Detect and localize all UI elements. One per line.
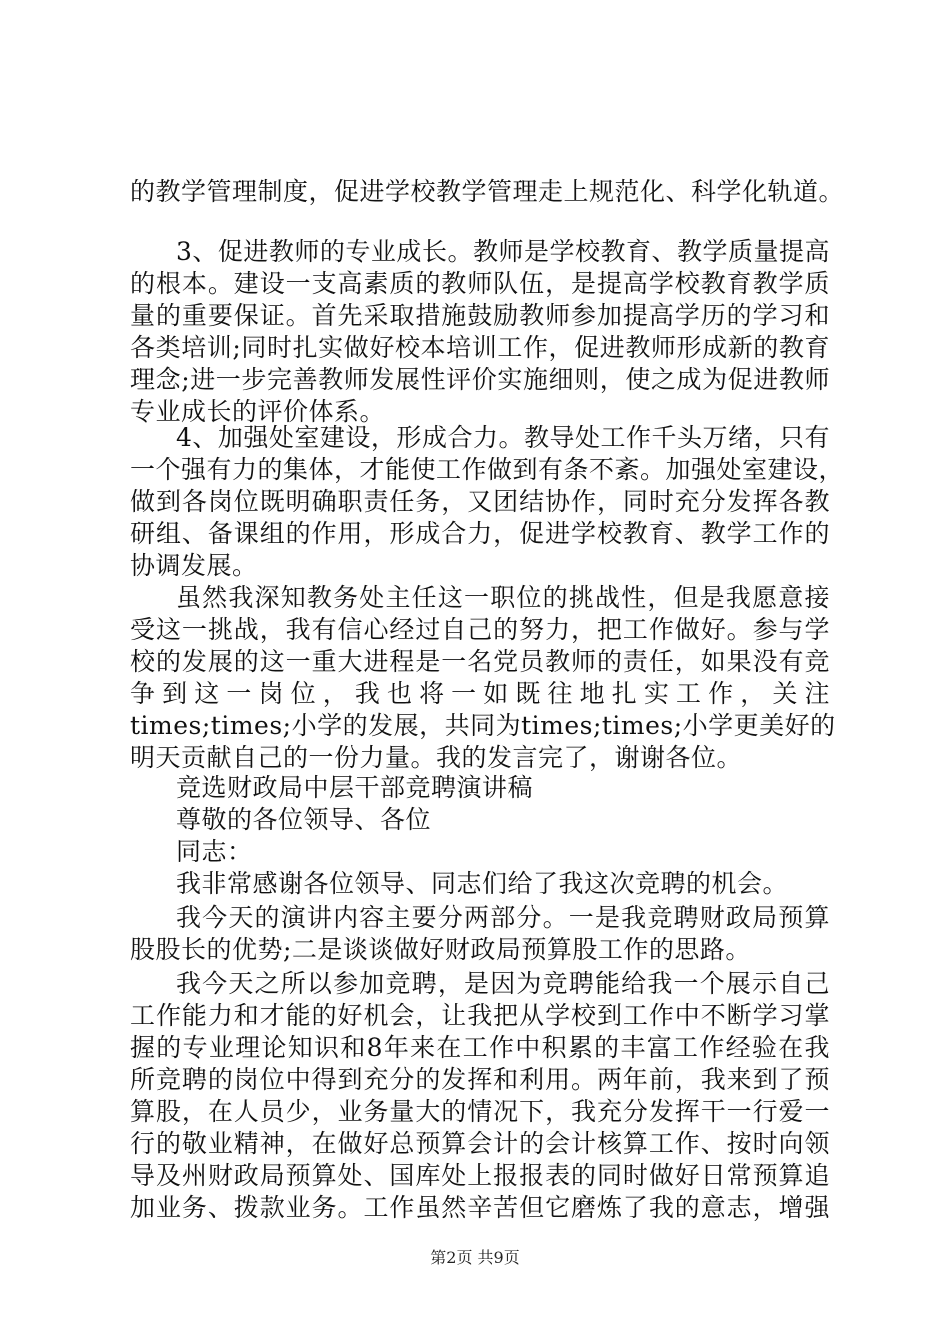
text-line: 受这一挑战，我有信心经过自己的努力，把工作做好。参与学: [130, 615, 830, 644]
text-line: 各类培训;同时扎实做好校本培训工作，促进教师形成新的教育: [130, 333, 830, 362]
text-line: 我今天的演讲内容主要分两部分。一是我竞聘财政局预算: [176, 903, 830, 932]
salutation: 同志：: [176, 837, 253, 866]
text-line: 研组、备课组的作用，形成合力，促进学校教育、教学工作的: [130, 519, 830, 548]
text-line: 4、加强处室建设，形成合力。教导处工作千头万绪，只有: [176, 423, 830, 452]
salutation: 尊敬的各位领导、各位: [176, 805, 432, 834]
text-line: 量的重要保证。首先采取措施鼓励教师参加提高学历的学习和: [130, 301, 830, 330]
text-line: 争到这一岗位，我也将一如既往地扎实工作，关注: [130, 679, 830, 708]
text-line: 的教学管理制度，促进学校教学管理走上规范化、科学化轨道。: [130, 177, 845, 206]
text-line: 校的发展的这一重大进程是一名党员教师的责任，如果没有竞: [130, 647, 830, 676]
text-line: 算股，在人员少，业务量大的情况下，我充分发挥干一行爱一: [130, 1097, 830, 1126]
text-line: 理念;进一步完善教师发展性评价实施细则，使之成为促进教师: [130, 365, 830, 394]
text-line: 做到各岗位既明确职责任务，又团结协作，同时充分发挥各教: [130, 487, 830, 516]
text-line: 工作能力和才能的好机会，让我把从学校到工作中不断学习掌: [130, 1001, 830, 1030]
text-line: 所竞聘的岗位中得到充分的发挥和利用。两年前，我来到了预: [130, 1065, 830, 1094]
text-line: 一个强有力的集体，才能使工作做到有条不紊。加强处室建设，: [130, 455, 845, 484]
text-line: 我今天之所以参加竞聘，是因为竞聘能给我一个展示自己: [176, 969, 830, 998]
text-line: 的根本。建设一支高素质的教师队伍，是提高学校教育教学质: [130, 269, 830, 298]
text-line: 股股长的优势;二是谈谈做好财政局预算股工作的思路。: [130, 935, 751, 964]
text-line: times;times;小学的发展，共同为times;times;小学更美好的: [130, 711, 836, 740]
text-line: 明天贡献自己的一份力量。我的发言完了，谢谢各位。: [130, 743, 743, 772]
text-line: 协调发展。: [130, 551, 258, 580]
text-line: 行的敬业精神，在做好总预算会计的会计核算工作、按时向领: [130, 1129, 830, 1158]
text-line: 虽然我深知教务处主任这一职位的挑战性，但是我愿意接: [176, 583, 830, 612]
text-line: 我非常感谢各位领导、同志们给了我这次竞聘的机会。: [176, 869, 789, 898]
section-title: 竞选财政局中层干部竞聘演讲稿: [176, 773, 534, 802]
text-line: 加业务、拨款业务。工作虽然辛苦但它磨炼了我的意志，增强: [130, 1193, 830, 1222]
text-line: 专业成长的评价体系。: [130, 397, 386, 426]
text-line: 握的专业理论知识和8年来在工作中积累的丰富工作经验在我: [130, 1033, 830, 1062]
text-line: 导及州财政局预算处、国库处上报报表的同时做好日常预算追: [130, 1161, 830, 1190]
page-number: 第2页 共9页: [430, 1248, 520, 1267]
text-line: 3、促进教师的专业成长。教师是学校教育、教学质量提高: [176, 237, 830, 266]
